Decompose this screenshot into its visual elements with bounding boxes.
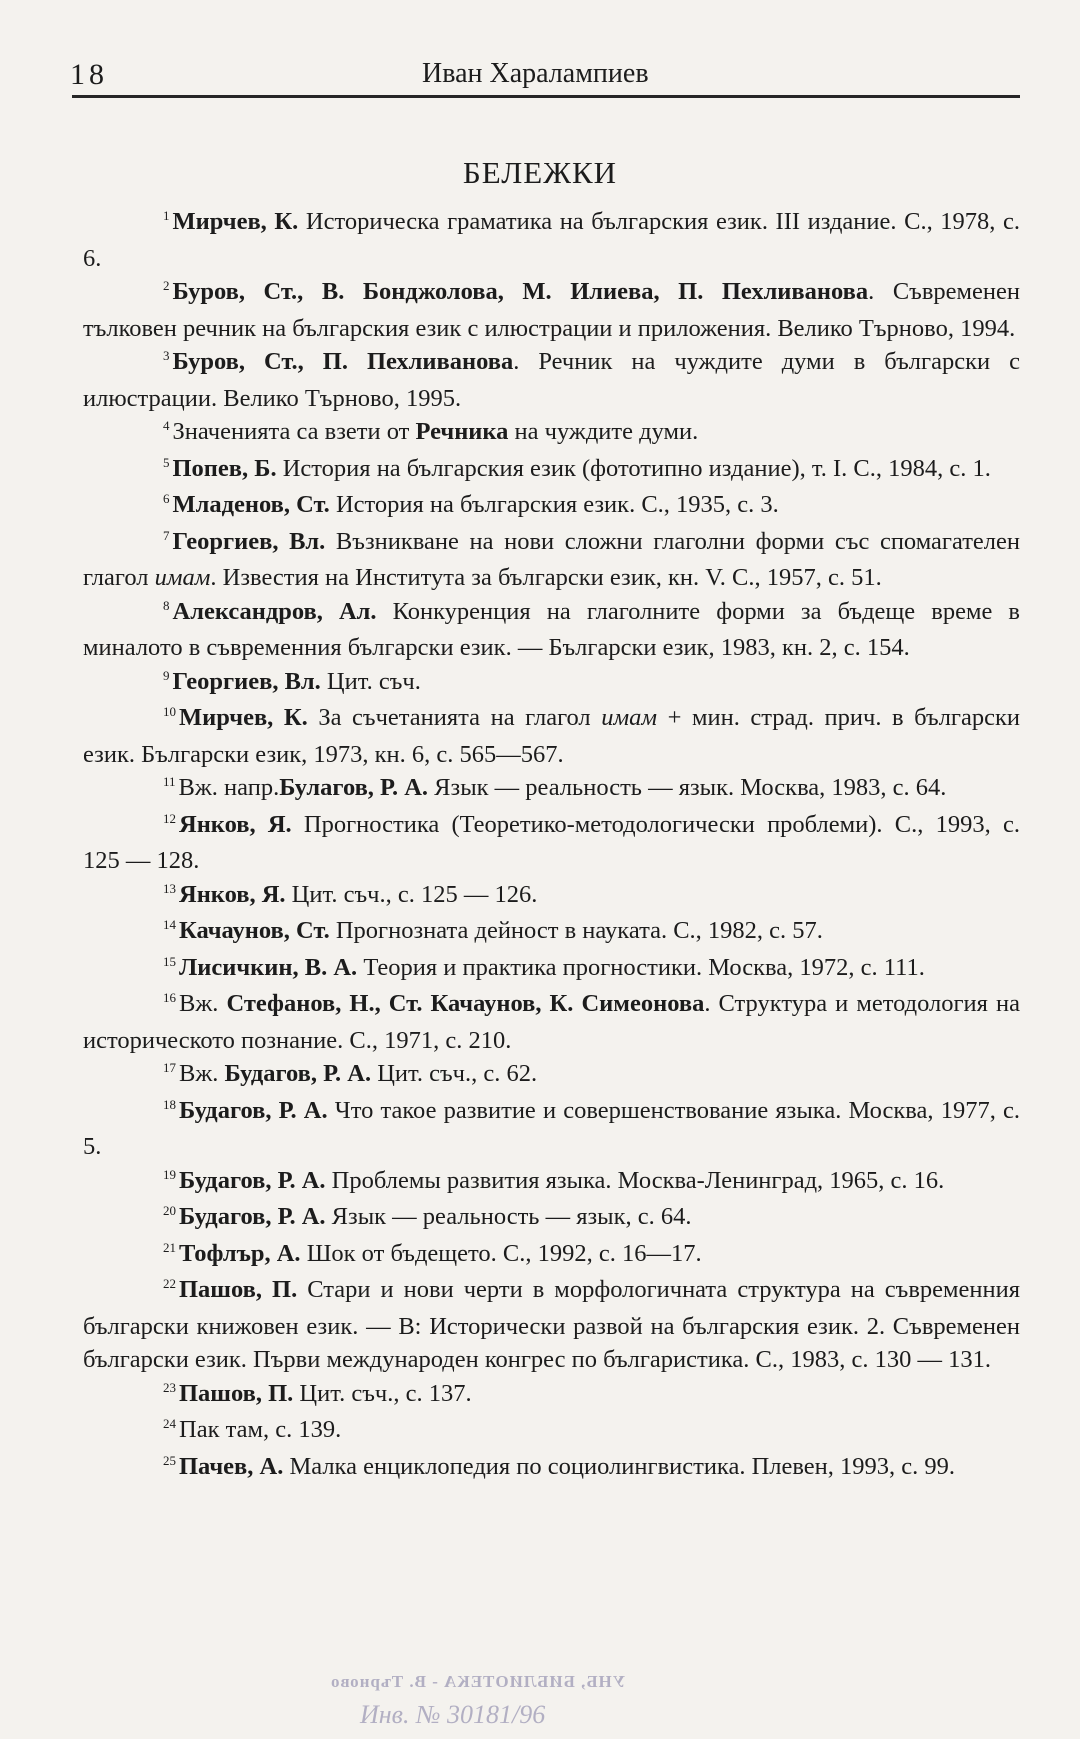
- note-item: [83, 1450, 1020, 1487]
- page-number: 18: [70, 58, 108, 91]
- note-text: Что такое развитие и совершенствование языка. Москва, 1977, с. 5.: [83, 1096, 1020, 1160]
- note-prefix: Вж.: [179, 990, 227, 1017]
- note-text: Възникване на нови сложни глаголни форми със спомагателен глагол: [83, 527, 1021, 591]
- note-text: Прогнозната дейност в науката. С., 1982, с. 57.: [329, 917, 823, 944]
- note-item: [83, 488, 1020, 525]
- note-item: [83, 1094, 1020, 1164]
- note-number: 12: [163, 810, 176, 826]
- note-text: . Съвременен тълковен речник на българския език с илюстрации и приложения. Велико Търново, 1994.: [83, 278, 1020, 342]
- note-italic: имам: [154, 564, 211, 591]
- note-text: Проблемы развития языка. Москва-Ленинград, 1965, с. 16.: [325, 1166, 945, 1194]
- note-text: За съчетанията на глагол: [307, 704, 602, 731]
- note-author: Будагов, Р. А.: [179, 1166, 326, 1194]
- note-author: Младенов, Ст.: [172, 491, 330, 518]
- note-item: [83, 1057, 1020, 1094]
- note-author: Мирчев, К.: [172, 208, 299, 235]
- note-author: Буров, Ст., В. Бонджолова, М. Илиева, П. Пехливанова: [172, 278, 869, 305]
- note-number: 8: [163, 597, 170, 613]
- note-number: 25: [163, 1452, 176, 1468]
- stamp-text-1: УНБ, БИБЛИОТЕКА - В. Търново: [330, 1672, 626, 1691]
- note-number: 11: [163, 774, 176, 789]
- note-item: [83, 701, 1020, 771]
- note-item: [83, 205, 1020, 275]
- note-number: 4: [163, 418, 170, 433]
- note-number: 10: [163, 704, 176, 719]
- note-author: Попев, Б.: [172, 454, 277, 482]
- note-number: 24: [163, 1416, 176, 1431]
- note-author: Александров, Ал.: [172, 597, 377, 625]
- note-number: 3: [163, 348, 170, 363]
- note-author: Пачев, А.: [179, 1452, 284, 1480]
- note-author: Лисичкин, В. А.: [179, 953, 358, 981]
- note-text: . Речник на чуждите думи в български с илюстрации. Велико Търново, 1995.: [83, 348, 1020, 412]
- note-text: История на българския език. С., 1935, с. 3.: [329, 491, 779, 518]
- note-item: [83, 987, 1020, 1057]
- note-item: [83, 1200, 1020, 1237]
- stamp-text-2: Инв. № 30181/96: [360, 1700, 546, 1729]
- note-author: Мирчев, К.: [179, 704, 308, 731]
- header-rule: [72, 95, 1020, 98]
- note-author: Янков, Я.: [179, 880, 286, 908]
- note-item: [83, 771, 1020, 808]
- note-item: [83, 1377, 1020, 1414]
- note-number: 17: [163, 1060, 176, 1075]
- note-number: 21: [163, 1239, 176, 1255]
- note-text: на чуждите думи.: [508, 418, 699, 445]
- note-item: [83, 1237, 1020, 1274]
- note-item: [83, 665, 1020, 702]
- note-number: 16: [163, 990, 176, 1005]
- note-text: История на българския език (фототипно издание), т. I. С., 1984, с. 1.: [276, 454, 991, 482]
- note-number: 15: [163, 953, 176, 969]
- note-number: 9: [163, 667, 170, 683]
- note-author: Буров, Ст., П. Пехливанова: [172, 348, 514, 375]
- note-item: [83, 415, 1020, 452]
- library-stamp: [330, 1672, 850, 1736]
- note-author: Будагов, Р. А.: [179, 1096, 328, 1124]
- note-author: Будагов, Р. А.: [179, 1203, 326, 1230]
- note-prefix: Значенията са взети от: [172, 418, 416, 445]
- note-author: Будагов, Р. А.: [224, 1060, 372, 1087]
- note-text: . Структура и методология на историческото познание. С., 1971, с. 210.: [83, 990, 1020, 1054]
- note-author: Пашов, П.: [179, 1379, 294, 1407]
- note-item: [83, 452, 1020, 489]
- note-author: Пашов, П.: [179, 1276, 298, 1303]
- note-author: Янков, Я.: [179, 810, 292, 838]
- note-text: Стари и нови черти в морфологичната структура на съвременния български книжовен език. — В: Исторически развой на българския език. 2. Съвременен български език. Първи международен конгрес по българистика. С., 1983, с. 130 — 131.: [83, 1276, 1020, 1373]
- note-number: 1: [163, 208, 170, 223]
- note-author: Стефанов, Н., Ст. Качаунов, К. Симеонова: [226, 990, 705, 1017]
- note-text: Историческа граматика на българския език. III издание. С., 1978, с. 6.: [83, 208, 1021, 272]
- note-author: Речника: [415, 418, 509, 445]
- note-prefix: Вж. напр.: [178, 774, 280, 801]
- note-author: Георгиев, Вл.: [172, 667, 321, 695]
- note-text-continued: . Известия на Института за български език, кн. V. С., 1957, с. 51.: [210, 564, 882, 591]
- note-number: 20: [163, 1203, 176, 1218]
- note-item: [83, 951, 1020, 988]
- note-number: 22: [163, 1276, 176, 1291]
- note-author: Булагов, Р. А.: [279, 774, 429, 801]
- note-item: [83, 275, 1020, 345]
- note-text: Цит. съч., с. 125 — 126.: [285, 880, 538, 908]
- note-text: Прогностика (Теоретико-методологически проблеми). С., 1993, с. 125 — 128.: [83, 810, 1020, 874]
- note-number: 13: [163, 880, 176, 896]
- note-text: Цит. съч., с. 137.: [293, 1379, 472, 1407]
- note-text-continued: + мин. страд. прич. в български език. Български език, 1973, кн. 6, с. 565—567.: [83, 704, 1020, 768]
- note-text: Язык — реальность — язык. Москва, 1983, с. 64.: [428, 774, 947, 801]
- note-text: Малка енциклопедия по социолингвистика. Плевен, 1993, с. 99.: [283, 1452, 956, 1480]
- note-item: [83, 525, 1020, 595]
- note-text: Пак там, с. 139.: [179, 1416, 342, 1443]
- note-number: 5: [163, 454, 170, 470]
- note-text: Цит. съч.: [320, 667, 421, 695]
- note-item: [83, 595, 1020, 665]
- note-number: 7: [163, 527, 170, 543]
- running-head: Иван Харалампиев: [422, 58, 649, 89]
- note-item: [83, 345, 1020, 415]
- note-number: 2: [163, 278, 170, 293]
- note-author: Тофлър, А.: [179, 1239, 301, 1267]
- note-prefix: Вж.: [179, 1060, 225, 1087]
- note-text: Конкуренция на глаголните форми за бъдеще време в миналото в съвременния български език. — Български език, 1983, кн. 2, с. 154.: [83, 597, 1020, 661]
- note-text: Шок от бъдещето. С., 1992, с. 16—17.: [300, 1239, 702, 1267]
- note-text: Теория и практика прогностики. Москва, 1972, с. 111.: [357, 953, 925, 981]
- notes-list: [83, 205, 1020, 1486]
- note-author: Георгиев, Вл.: [172, 527, 326, 555]
- page-header: [70, 58, 1020, 92]
- section-title: БЕЛЕЖКИ: [462, 155, 618, 190]
- note-item: [83, 1273, 1020, 1377]
- note-text: Язык — реальность — язык, с. 64.: [325, 1203, 692, 1230]
- note-text: Цит. съч., с. 62.: [371, 1060, 538, 1087]
- note-number: 19: [163, 1166, 176, 1182]
- note-item: [83, 808, 1020, 878]
- note-italic: имам: [601, 704, 658, 731]
- note-number: 23: [163, 1379, 176, 1395]
- note-item: [83, 914, 1020, 951]
- note-number: 6: [163, 491, 170, 506]
- note-item: [83, 1413, 1020, 1450]
- note-number: 18: [163, 1096, 176, 1112]
- note-item: [83, 878, 1020, 915]
- note-author: Качаунов, Ст.: [179, 917, 330, 944]
- note-number: 14: [163, 917, 176, 932]
- note-item: [83, 1164, 1020, 1201]
